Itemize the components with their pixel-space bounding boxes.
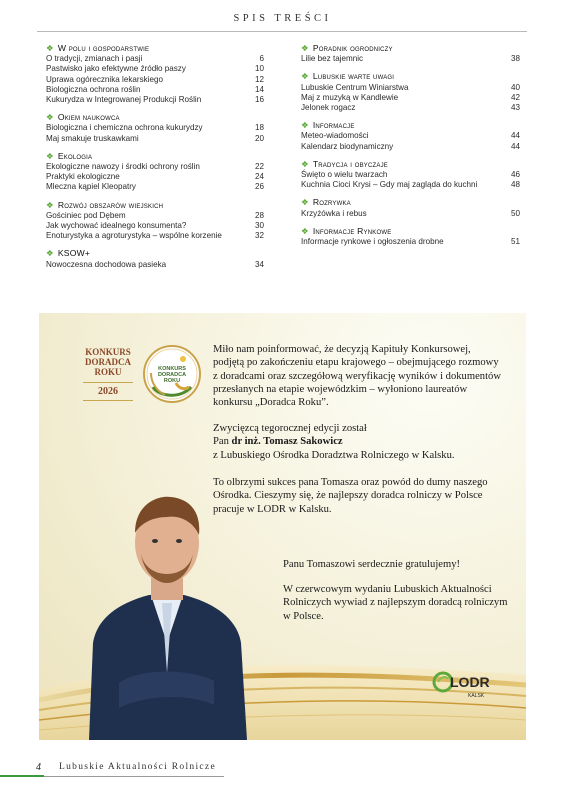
toc-right-column	[301, 43, 520, 254]
toc-section-title: Tradycja i obyczaje	[312, 158, 388, 169]
toc-entry-title: Święto o wielu twarzach	[301, 170, 388, 180]
toc-entry[interactable]	[46, 95, 264, 105]
page-header-title: SPIS TREŚCI	[233, 13, 332, 24]
badge-line1: KONKURS	[85, 347, 131, 357]
toc-entry[interactable]	[46, 123, 264, 133]
toc-entry[interactable]	[301, 83, 520, 93]
page-number: 4	[36, 762, 41, 773]
toc-section	[301, 71, 520, 113]
toc-entry-title: Praktyki ekologiczne	[46, 172, 120, 182]
badge-line3: ROKU	[94, 367, 122, 377]
toc-entry-page: 18	[254, 123, 264, 133]
toc-entry-page: 51	[510, 237, 520, 247]
interview-teaser: W czerwcowym wydaniu Lubuskich Aktualności Rolniczych wywiad z najlepszym doradcą rolniczym w Polsce.	[283, 584, 508, 622]
toc-left-column	[46, 43, 264, 277]
toc-section-heading	[46, 151, 264, 161]
toc-section-title: Lubuskie warte uwagi	[312, 71, 395, 82]
toc-entry[interactable]	[46, 211, 264, 221]
toc-entry-title: Meteo-wiadomości	[301, 131, 369, 141]
toc-entry-title: Jelonek rogacz	[301, 103, 356, 113]
toc-entry[interactable]	[301, 209, 520, 219]
toc-section-heading	[301, 197, 520, 207]
toc-entry-page: 34	[254, 259, 264, 269]
toc-entry-title: Lilie bez tajemnic	[301, 54, 364, 64]
toc-entry-page: 22	[254, 162, 264, 172]
logo-text: LODR	[450, 674, 490, 690]
winner-line1: Zwycięzcą tegorocznej edycji został	[213, 423, 367, 434]
toc-entry-title: Pastwisko jako efektywne źródło paszy	[46, 64, 186, 74]
toc-entry[interactable]	[46, 172, 264, 182]
toc-entry-title: Kuchnia Cioci Krysi – Gdy maj zagląda do kuchni	[301, 180, 478, 190]
circle-text	[141, 366, 203, 384]
congratulations-text: Panu Tomaszowi serdecznie gratulujemy!	[283, 559, 461, 570]
toc-entry-title: Informacje rynkowe i ogłoszenia drobne	[301, 237, 444, 247]
badge-year: 2026	[98, 386, 118, 397]
winner-name: dr inż. Tomasz Sakowicz	[231, 436, 343, 448]
toc-section-heading	[301, 43, 520, 53]
toc-section	[46, 248, 264, 269]
toc-entry-page: 46	[510, 170, 520, 180]
publication-title: Lubuskie Aktualności Rolnicze	[59, 762, 216, 772]
footer-rule	[44, 776, 224, 777]
toc-entry-page: 26	[254, 182, 264, 192]
toc-entry-title: Kalendarz biodynamiczny	[301, 141, 394, 151]
header-divider	[37, 31, 527, 32]
circle-line3: ROKU	[163, 378, 181, 384]
diamond-bullet-icon: ❖	[46, 248, 54, 259]
toc-entry-page: 24	[254, 172, 264, 182]
toc-entry-page: 16	[254, 95, 264, 105]
toc-entry-page: 30	[254, 221, 264, 231]
toc-entry-title: Krzyżówka i rebus	[301, 208, 367, 218]
logo-subtext: KALSK	[468, 693, 485, 699]
toc-entry-page: 40	[510, 82, 520, 92]
toc-section-title: KSOW+	[57, 248, 91, 259]
toc-entry[interactable]	[301, 142, 520, 152]
announcement-paragraph: Miło nam poinformować, że decyzją Kapituły Konkursowej, podjętą po zakończeniu etapu krajowego – obejmującego rozmowy z doradcami oraz szczegółową weryfikację wyników i dokumentów przesłanych na etapie wojewódzkim – wyłoniono laureatów konkursu „Doradca Roku”.	[213, 344, 501, 409]
toc-section-heading	[46, 248, 264, 258]
diamond-bullet-icon: ❖	[301, 120, 309, 131]
toc-entry-title: Lubuskie Centrum Winiarstwa	[301, 82, 409, 92]
toc-entry-page: 12	[254, 74, 264, 84]
footer-accent-line	[0, 775, 44, 777]
toc-entry[interactable]	[46, 231, 264, 241]
toc-section-title: Okiem naukowca	[57, 112, 120, 123]
toc-section	[46, 112, 264, 144]
toc-entry[interactable]	[301, 180, 520, 190]
lodr-logo-icon	[432, 665, 492, 705]
toc-section-title: W polu i gospodarstwie	[57, 43, 150, 53]
circle-line2: DORADCA	[157, 372, 187, 378]
diamond-bullet-icon: ❖	[301, 158, 309, 169]
toc-section	[46, 151, 264, 193]
toc-entry-title: Enoturystyka a agroturystyka – wspólne korzenie	[46, 231, 222, 241]
toc-section	[301, 43, 520, 64]
doradca-roku-banner	[39, 313, 526, 740]
toc-section-heading	[46, 200, 264, 210]
toc-entry-page: 14	[254, 84, 264, 94]
toc-entry[interactable]	[301, 93, 520, 103]
toc-entry-page: 28	[254, 210, 264, 220]
toc-section-title: Poradnik ogrodniczy	[312, 43, 393, 53]
badge-text	[79, 347, 137, 377]
winner-line3: z Lubuskiego Ośrodka Doradztwa Rolniczego w Kalsku.	[213, 449, 455, 461]
toc-section-title: Ekologia	[57, 150, 93, 161]
badge-rule-top	[83, 382, 133, 383]
toc-section-heading	[46, 112, 264, 122]
toc-section-heading	[46, 43, 264, 53]
toc-section	[301, 159, 520, 191]
toc-section	[301, 197, 520, 218]
toc-entry-page: 44	[510, 141, 520, 151]
toc-entry-page: 48	[510, 180, 520, 190]
toc-entry-page: 20	[254, 133, 264, 143]
toc-entry[interactable]	[46, 64, 264, 74]
diamond-bullet-icon: ❖	[301, 71, 309, 82]
diamond-bullet-icon: ❖	[46, 112, 54, 123]
winner-paragraph	[213, 422, 503, 462]
toc-section	[301, 120, 520, 152]
toc-entry[interactable]	[46, 182, 264, 192]
toc-section	[46, 43, 264, 105]
toc-entry-page: 43	[510, 103, 520, 113]
toc-entry-title: Nowoczesna dochodowa pasieka	[46, 259, 167, 269]
toc-entry-title: O tradycji, zmianach i pasji	[46, 54, 143, 64]
toc-section-title: Informacje Rynkowe	[312, 225, 392, 236]
toc-entry-title: Gościniec pod Dębem	[46, 210, 126, 220]
toc-entry[interactable]	[301, 131, 520, 141]
toc-entry[interactable]	[46, 54, 264, 64]
diamond-bullet-icon: ❖	[301, 225, 309, 236]
toc-entry[interactable]	[46, 260, 264, 270]
badge-line2: DORADCA	[85, 357, 131, 367]
toc-entry-page: 10	[254, 64, 264, 74]
toc-entry-title: Ekologiczne nawozy i środki ochrony roślin	[46, 162, 200, 172]
toc-entry-title: Maj z muzyką w Kandlewie	[301, 92, 399, 102]
diamond-bullet-icon: ❖	[301, 43, 309, 53]
circle-line1: KONKURS	[158, 366, 186, 372]
toc-entry[interactable]	[46, 134, 264, 144]
toc-entry[interactable]	[46, 221, 264, 231]
toc-entry-page: 44	[510, 131, 520, 141]
toc-section	[301, 226, 520, 247]
toc-section-heading	[301, 120, 520, 130]
toc-section-heading	[301, 226, 520, 236]
winner-title: Pan	[213, 436, 229, 448]
toc-entry[interactable]	[301, 103, 520, 113]
toc-entry-page: 42	[510, 92, 520, 102]
toc-section-title: Rozrywka	[312, 197, 351, 208]
toc-entry[interactable]	[46, 75, 264, 85]
toc-section-heading	[301, 159, 520, 169]
diamond-bullet-icon: ❖	[46, 43, 54, 53]
diamond-bullet-icon: ❖	[46, 150, 54, 161]
toc-entry-page: 38	[510, 54, 520, 64]
badge-rule-bottom	[83, 400, 133, 401]
toc-entry-title: Jak wychować idealnego konsumenta?	[46, 221, 187, 231]
toc-entry-page: 50	[510, 208, 520, 218]
toc-section-title: Informacje	[312, 120, 355, 131]
toc-section-heading	[301, 71, 520, 81]
toc-section-title: Rozwój obszarów wiejskich	[57, 199, 164, 210]
toc-entry[interactable]	[46, 85, 264, 95]
toc-entry-title: Mleczna kąpiel Kleopatry	[46, 182, 136, 192]
toc-entry-title: Biologiczna i chemiczna ochrona kukurydzy	[46, 123, 203, 133]
success-paragraph: To olbrzymi sukces pana Tomasza oraz powód do dumy naszego Ośrodka. Cieszymy się, że najlepszy doradca rolniczy w Polsce pracuje w LODR w Kalsku.	[213, 477, 488, 515]
toc-entry-title: Biologiczna ochrona roślin	[46, 84, 141, 94]
toc-section	[46, 200, 264, 242]
winner-name-line	[213, 435, 503, 448]
toc-entry[interactable]	[301, 170, 520, 180]
toc-entry[interactable]	[301, 54, 520, 64]
diamond-bullet-icon: ❖	[46, 199, 54, 210]
diamond-bullet-icon: ❖	[301, 197, 309, 208]
toc-entry-title: Kukurydza w Integrowanej Produkcji Roślin	[46, 95, 202, 105]
toc-entry[interactable]	[46, 162, 264, 172]
konkurs-badge	[79, 343, 209, 413]
toc-entry-page: 6	[259, 54, 264, 64]
toc-entry[interactable]	[301, 237, 520, 247]
toc-entry-page: 32	[254, 231, 264, 241]
toc-entry-title: Uprawa ogórecznika lekarskiego	[46, 74, 163, 84]
toc-entry-title: Maj smakuje truskawkami	[46, 133, 139, 143]
